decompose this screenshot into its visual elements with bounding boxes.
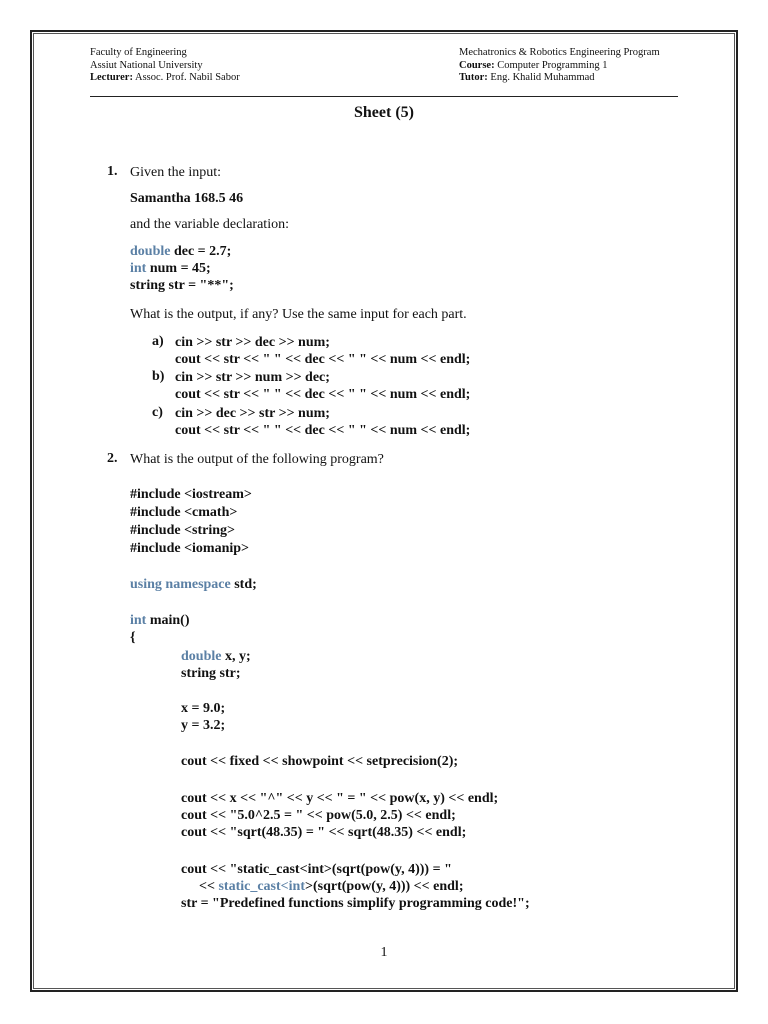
question-1-question: What is the output, if any? Use the same input for each part. <box>130 307 467 322</box>
question-2-number: 2. <box>107 451 118 466</box>
tutor-value: Eng. Khalid Muhammad <box>490 72 595 83</box>
question-2-prompt: What is the output of the following program? <box>130 452 384 467</box>
open-brace: { <box>130 630 136 645</box>
lecturer-line <box>90 72 240 85</box>
question-1-prompt: Given the input: <box>130 165 221 180</box>
part-c-line-2: cout << str << " " << dec << " " << num << endl; <box>175 423 471 438</box>
keyword: int <box>130 613 147 628</box>
program-text: Mechatronics & Robotics Engineering Program <box>459 47 660 58</box>
code-text: std; <box>230 577 257 592</box>
part-c-line-1: cin >> dec >> str >> num; <box>175 406 330 421</box>
tutor-label: Tutor: <box>459 72 488 83</box>
code-text: num = 45; <box>146 261 211 276</box>
lecturer-value: Assoc. Prof. Nabil Sabor <box>135 72 240 83</box>
keyword: double <box>130 244 171 259</box>
code-text: dec = 2.7; <box>170 244 232 259</box>
sheet-title: Sheet (5) <box>354 104 414 121</box>
output-line-4: cout << "static_cast<int>(sqrt(pow(y, 4))) = " <box>181 862 452 877</box>
decl-str-line: string str; <box>181 666 241 681</box>
code-text: main() <box>146 613 190 628</box>
code-text: x, y; <box>221 649 251 664</box>
output-line-1: cout << x << "^" << y << " = " << pow(x, y) << endl; <box>181 791 499 806</box>
code-text: string str = "**"; <box>130 278 234 293</box>
lecturer-label: Lecturer: <box>90 72 133 83</box>
include-line: #include <iomanip> <box>130 541 250 556</box>
header-left <box>90 47 240 85</box>
decl-line-1 <box>130 243 231 260</box>
faculty-text: Faculty of Engineering <box>90 47 187 58</box>
using-line <box>130 576 257 593</box>
assign-x-line: x = 9.0; <box>181 701 226 716</box>
keyword: int <box>288 879 305 894</box>
question-1-decl-prompt: and the variable declaration: <box>130 217 289 232</box>
part-c-label: c) <box>152 405 163 420</box>
output-line-2: cout << "5.0^2.5 = " << pow(5.0, 2.5) << endl; <box>181 808 456 823</box>
course-label: Course: <box>459 59 495 71</box>
part-a-line-2: cout << str << " " << dec << " " << num << endl; <box>175 352 471 367</box>
question-1-input: Samantha 168.5 46 <box>130 191 244 206</box>
question-1-number: 1. <box>107 164 118 179</box>
part-b-label: b) <box>152 369 165 384</box>
keyword: static_cast <box>218 879 281 894</box>
part-a-line-1: cin >> str >> dec >> num; <box>175 335 330 350</box>
format-line: cout << fixed << showpoint << setprecision(2); <box>181 754 459 769</box>
part-b-line-2: cout << str << " " << dec << " " << num << endl; <box>175 387 471 402</box>
code-text: << <box>199 879 219 894</box>
output-line-3: cout << "sqrt(48.35) = " << sqrt(48.35) << endl; <box>181 825 467 840</box>
include-line: #include <string> <box>130 523 236 538</box>
decl-line-3 <box>130 277 234 294</box>
tutor-line <box>459 72 660 85</box>
decl-line-2 <box>130 260 211 277</box>
course-value: Computer Programming 1 <box>497 59 608 71</box>
header-rule <box>90 96 678 97</box>
part-b-line-1: cin >> str >> num >> dec; <box>175 370 330 385</box>
decl-xy-line <box>181 648 251 665</box>
course-line <box>459 60 660 73</box>
include-line: #include <iostream> <box>130 487 252 502</box>
keyword: using namespace <box>130 577 231 592</box>
output-line-5 <box>199 878 463 895</box>
include-line: #include <cmath> <box>130 505 238 520</box>
keyword: int <box>130 261 147 276</box>
university-text: Assiut National University <box>90 59 203 71</box>
part-a-label: a) <box>152 334 164 349</box>
keyword: double <box>181 649 222 664</box>
page-number: 1 <box>380 945 388 960</box>
header-right <box>459 47 660 85</box>
str-assign-line: str = "Predefined functions simplify programming code!"; <box>181 896 530 911</box>
code-text: >(sqrt(pow(y, 4))) << endl; <box>305 879 464 894</box>
assign-y-line: y = 3.2; <box>181 718 226 733</box>
main-line <box>130 612 190 629</box>
keyword: < <box>280 879 289 894</box>
